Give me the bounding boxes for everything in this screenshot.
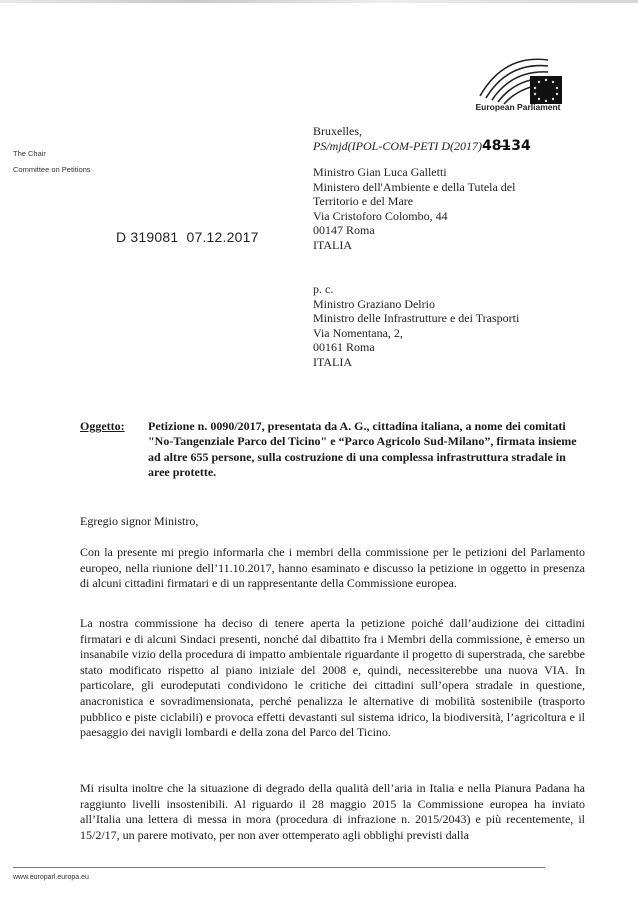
recipient-line: Via Cristoforo Colombo, 44: [313, 208, 448, 223]
cc-address: [313, 282, 519, 370]
subject-label: Oggetto:: [80, 419, 125, 433]
cc-line: 00161 Roma: [313, 340, 375, 355]
handwritten-number: 481̶34: [481, 137, 531, 154]
reference: PS/mjd(IPOL-COM-PETI D(2017): [313, 138, 482, 153]
subject-text: Petizione n. 0090/2017, presentata da A. G., cittadina italiana, a nome dei comitati "No-Tangenziale Parco del Ticino" e “Parco Agricolo Sud-Milano”, firmata insieme ad altre 655 persone, sulla costruzione di una complessa infrastruttura stradale in aree protette.: [148, 419, 577, 480]
institution-name: European Parliament: [475, 102, 561, 112]
cc-line: Ministro Graziano Delrio: [313, 296, 435, 311]
committee-name: Committee on Petitions: [13, 165, 91, 174]
body-paragraph: Con la presente mi pregio informarla che i membri della commissione per le petizioni del Parlamento europeo, nella riunione dell’11.10.2017, hanno esaminato e discusso la petizione in oggetto in presenza di alcuni cittadini firmatari e di un rappresentante della Commissione europea.: [80, 545, 585, 591]
salutation: Egregio signor Ministro,: [80, 514, 199, 528]
reference-line: [313, 139, 531, 154]
chair-title: The Chair: [13, 149, 46, 158]
recipient-line: ITALIA: [313, 237, 353, 252]
recipient-line: Territorio e del Mare: [313, 194, 414, 209]
document-id-stamp: D 319081 07.12.2017: [116, 229, 259, 245]
city: Bruxelles,: [313, 124, 362, 138]
cc-line: Ministro delle Infrastrutture e dei Trasporti: [313, 311, 520, 326]
cc-line: ITALIA: [313, 354, 353, 369]
recipient-address: [313, 165, 515, 253]
scan-edge: [0, 0, 638, 3]
cc-line: p. c.: [313, 282, 334, 296]
footer-divider: [13, 867, 545, 868]
body-paragraph: La nostra commissione ha deciso di tenere aperta la petizione poiché dall’audizione dei cittadini firmatari e di alcuni Sindaci presenti, nonché dal dibattito fra i Membri della commissione, è emerso un insanabile vizio della procedura di impatto ambientale riguardante il progetto di superstrada, che sarebbe stato modificato rispetto al piano iniziale del 2008 e, quindi, necessiterebbe una nuova VIA. In particolare, gli eurodeputati condividono le critiche dei cittadini sull’opera stradale in questione, anacronistica e sovradimensionata, perché penalizza le alternative di mobilità sostenibile (trasporto pubblico e piste ciclabili) e provoca effetti devastanti sul sistema idrico, la biodiversità, l’agricoltura e il paesaggio dei navigli lombardi e della zona del Parco del Ticino.: [80, 616, 585, 740]
recipient-line: 00147 Roma: [313, 223, 375, 238]
body-paragraph: Mi risulta inoltre che la situazione di degrado della qualità dell’aria in Italia e nella Pianura Padana ha raggiunto livelli insostenibili. Al riguardo il 28 maggio 2015 la Commissione europea ha inviato all’Italia una lettera di messa in mora (procedura di infrazione n. 2015/2043) e più recentemente, il 15/2/17, un parere motivato, per non aver ottemperato agli obblighi previsti dalla: [80, 781, 585, 842]
cc-line: Via Nomentana, 2,: [313, 325, 403, 340]
recipient-line: Ministro Gian Luca Galletti: [313, 165, 447, 179]
letter-header: [313, 124, 531, 153]
footer-website: www.europarl.europa.eu: [13, 874, 89, 881]
chair-block: [13, 146, 91, 178]
recipient-line: Ministero dell'Ambiente e della Tutela del: [313, 179, 516, 194]
